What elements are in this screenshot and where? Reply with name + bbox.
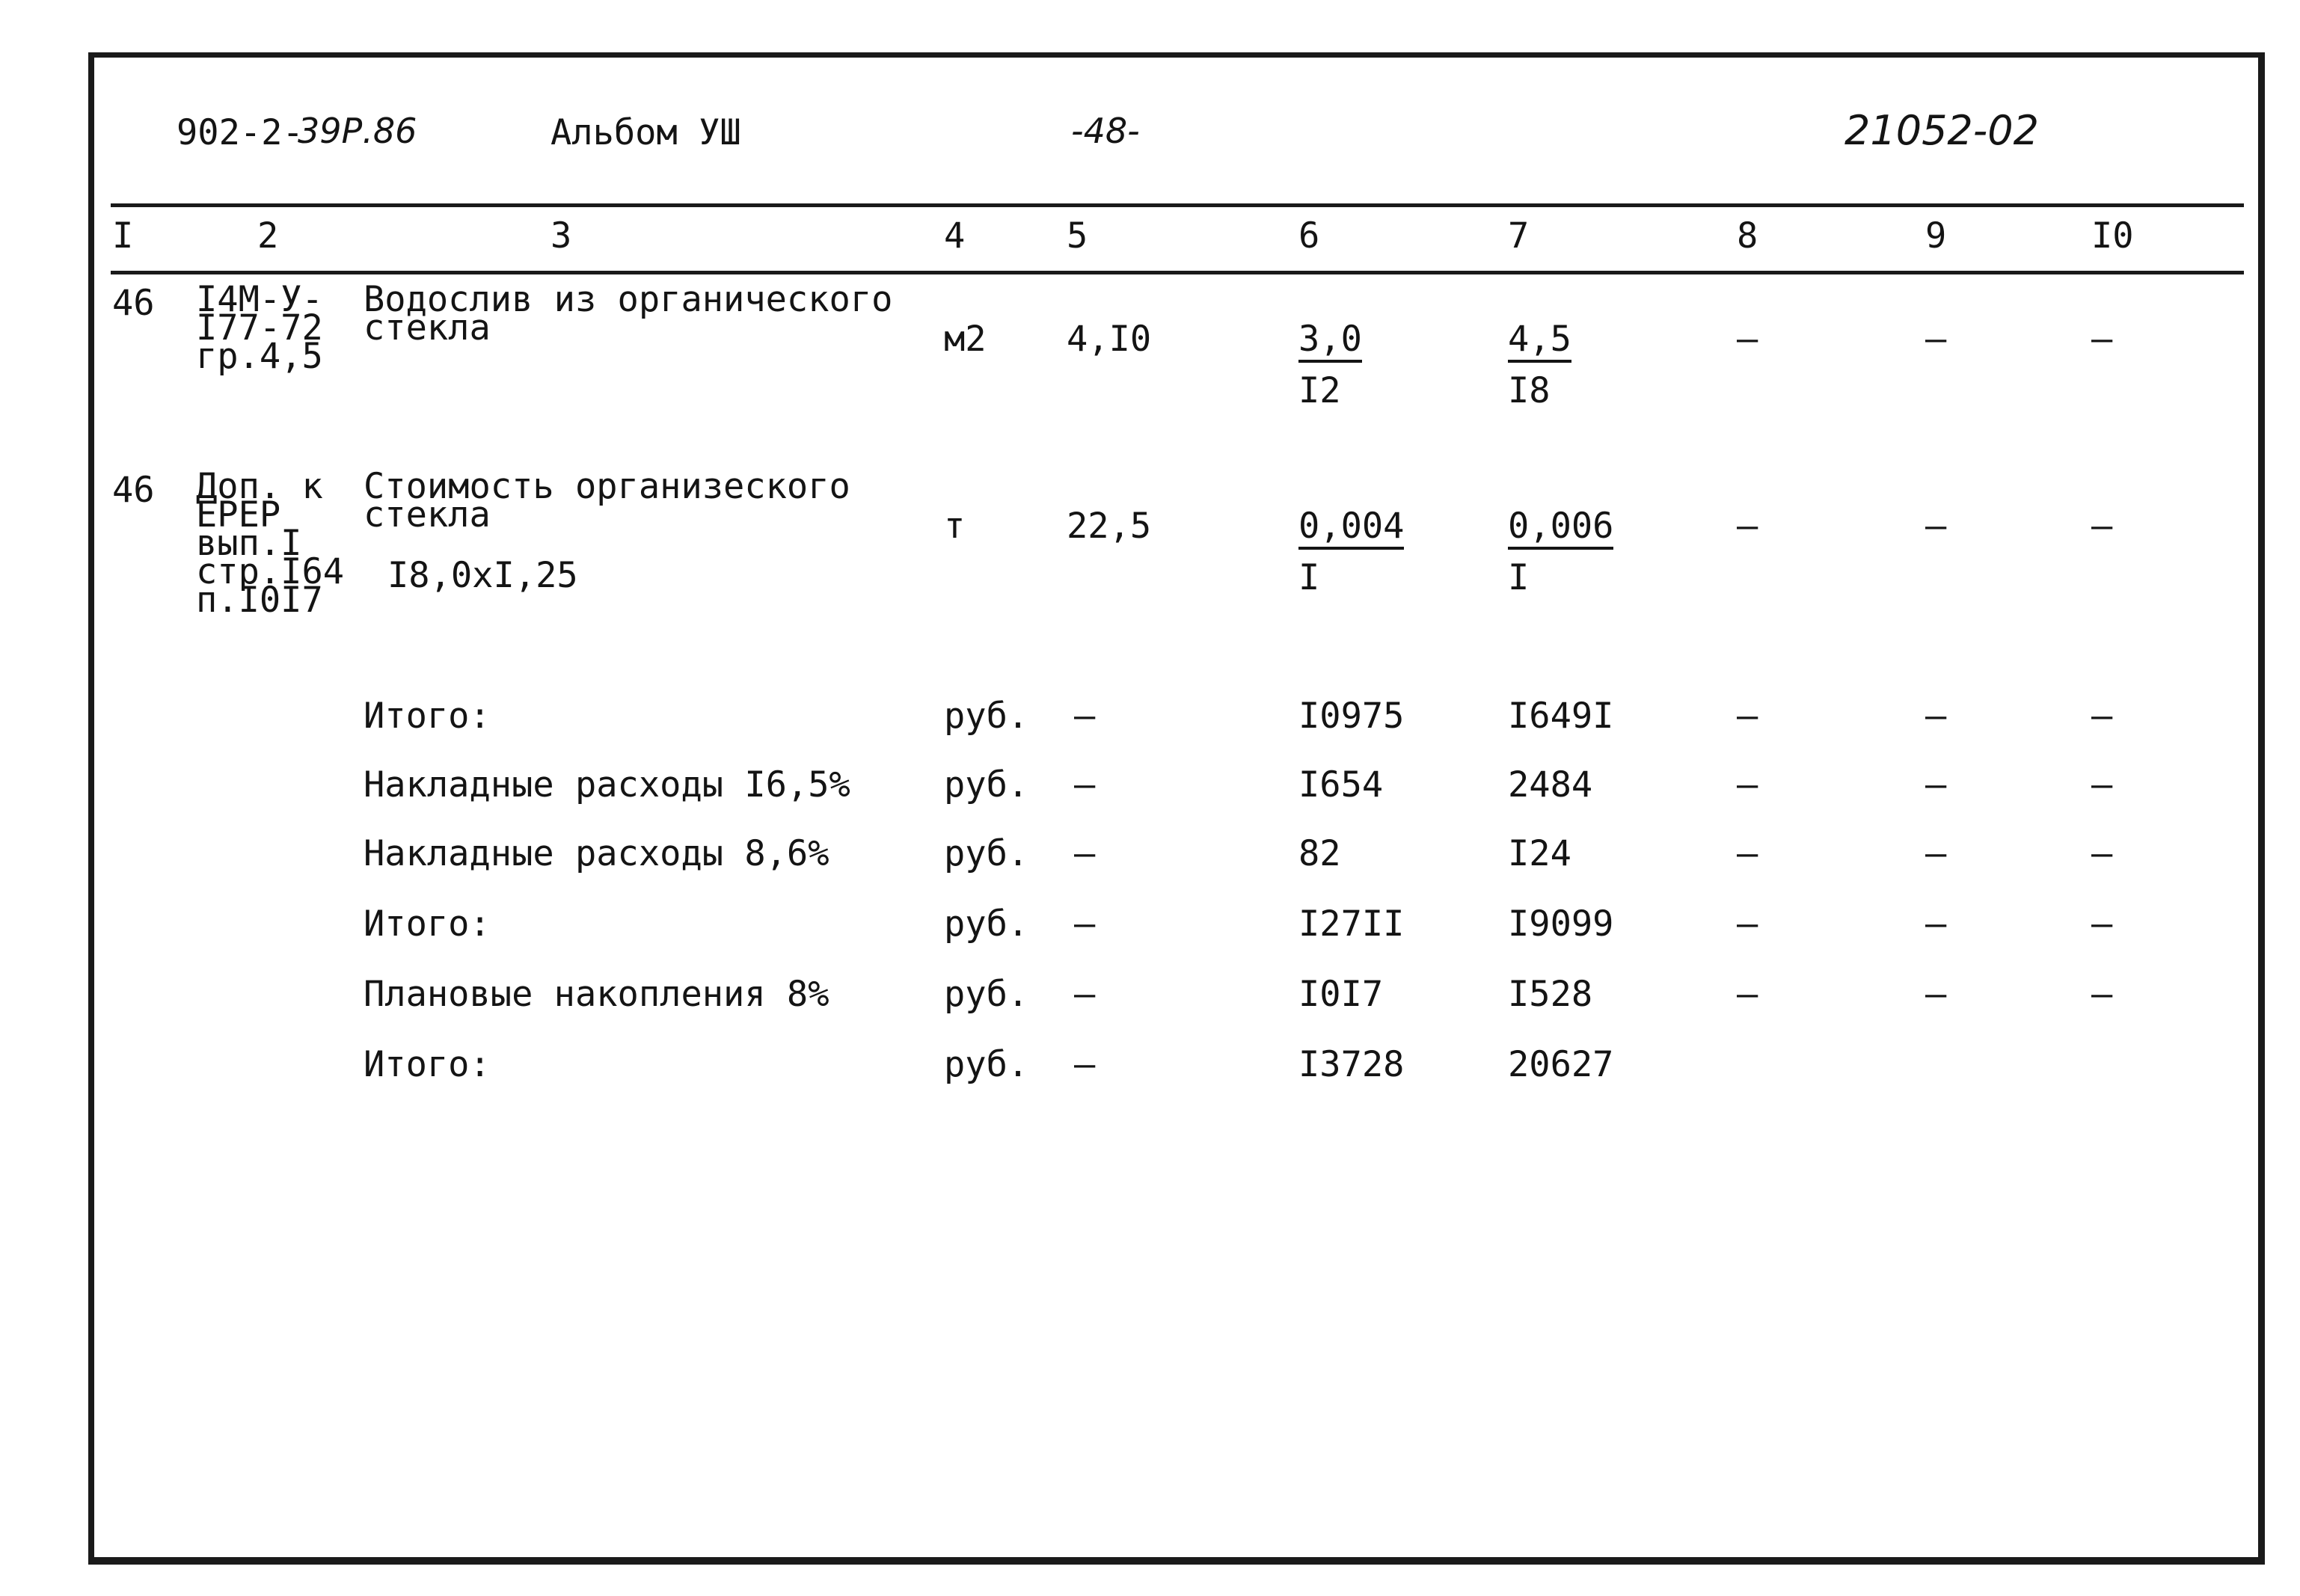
- album-label: Альбом УШ: [551, 112, 741, 153]
- row2-col10: –: [2091, 506, 2113, 547]
- summary-quantity: –: [1074, 974, 1096, 1015]
- row2-col8: –: [1737, 506, 1758, 547]
- summary-col8: –: [1737, 764, 1758, 805]
- col-header-10: I0: [2091, 215, 2134, 257]
- summary-quantity: –: [1074, 696, 1096, 737]
- row2-quantity: 22,5: [1067, 506, 1152, 547]
- summary-unit: руб.: [944, 833, 1029, 874]
- summary-col6: I654: [1298, 764, 1384, 805]
- summary-label: Накладные расходы 8,6%: [364, 833, 829, 874]
- summary-col7: I9099: [1508, 903, 1614, 945]
- page-number: -48-: [1071, 111, 1140, 151]
- header-top-rule: [111, 203, 2244, 207]
- doc-code-prefix: 902-2-: [177, 112, 304, 153]
- summary-col10: –: [2091, 974, 2113, 1015]
- row2-unit: т: [944, 506, 966, 547]
- summary-unit: руб.: [944, 903, 1029, 945]
- summary-quantity: –: [1074, 1044, 1096, 1085]
- row2-calculation: I8,0хI,25: [387, 555, 578, 596]
- summary-col7: I528: [1508, 974, 1593, 1015]
- col-header-7: 7: [1508, 215, 1530, 257]
- row2-col6-bottom: I: [1298, 557, 1320, 598]
- summary-unit: руб.: [944, 1044, 1029, 1085]
- summary-quantity: –: [1074, 903, 1096, 945]
- doc-number: 21052-02: [1844, 107, 2039, 154]
- col-header-3: 3: [551, 215, 572, 257]
- header-bottom-rule: [111, 271, 2244, 274]
- summary-col10: –: [2091, 903, 2113, 945]
- summary-label: Накладные расходы I6,5%: [364, 764, 850, 805]
- summary-col7: 20627: [1508, 1044, 1614, 1085]
- summary-col9: –: [1925, 833, 1947, 874]
- row1-col8: –: [1737, 319, 1758, 360]
- row1-name: Водослив из органического стекла: [364, 279, 893, 349]
- summary-col6: 82: [1298, 833, 1341, 874]
- summary-col9: –: [1925, 974, 1947, 1015]
- row1-col6-top: 3,0: [1298, 322, 1362, 363]
- summary-col6: I0975: [1298, 696, 1405, 737]
- summary-col9: –: [1925, 764, 1947, 805]
- row1-col7-fraction: [1508, 319, 1571, 411]
- col-header-6: 6: [1298, 215, 1320, 257]
- summary-unit: руб.: [944, 696, 1029, 737]
- row2-col7-bottom: I: [1508, 557, 1530, 598]
- doc-code-suffix: 39Р.86: [298, 111, 417, 151]
- summary-col7: 2484: [1508, 764, 1593, 805]
- row1-quantity: 4,I0: [1067, 319, 1152, 360]
- row1-reference: I4M-У- I77-72 гр.4,5: [196, 279, 323, 377]
- summary-unit: руб.: [944, 974, 1029, 1015]
- summary-col6: I3728: [1298, 1044, 1405, 1085]
- row2-col6-fraction: [1298, 506, 1405, 598]
- row1-number: 46: [112, 283, 155, 324]
- row1-col10: –: [2091, 319, 2113, 360]
- summary-col6: I0I7: [1298, 974, 1384, 1015]
- summary-unit: руб.: [944, 764, 1029, 805]
- summary-col10: –: [2091, 696, 2113, 737]
- summary-quantity: –: [1074, 764, 1096, 805]
- summary-col10: –: [2091, 764, 2113, 805]
- row2-number: 46: [112, 470, 155, 511]
- row2-col7-fraction: [1508, 506, 1614, 598]
- summary-label: Итого:: [364, 696, 491, 737]
- summary-col6: I27II: [1298, 903, 1405, 945]
- row1-unit: м2: [944, 319, 987, 360]
- row2-name: Стоимость организеского стекла: [364, 466, 850, 535]
- row2-reference: Доп. к ЕРЕР вып.I стр.I64 п.I0I7: [196, 466, 345, 621]
- summary-col7: I649I: [1508, 696, 1614, 737]
- row2-col6-top: 0,004: [1298, 509, 1404, 550]
- summary-col9: –: [1925, 696, 1947, 737]
- col-header-5: 5: [1067, 215, 1088, 257]
- row2-col7-top: 0,006: [1508, 509, 1613, 550]
- summary-col9: –: [1925, 903, 1947, 945]
- row1-col7-top: 4,5: [1508, 322, 1571, 363]
- summary-col8: –: [1737, 833, 1758, 874]
- col-header-8: 8: [1737, 215, 1758, 257]
- summary-label: Итого:: [364, 1044, 491, 1085]
- summary-col8: –: [1737, 696, 1758, 737]
- summary-col7: I24: [1508, 833, 1571, 874]
- row1-col7-bottom: I8: [1508, 370, 1551, 411]
- summary-col8: –: [1737, 903, 1758, 945]
- row1-col6-bottom: I2: [1298, 370, 1341, 411]
- row1-col6-fraction: [1298, 319, 1362, 411]
- col-header-2: 2: [257, 215, 279, 257]
- summary-label: Итого:: [364, 903, 491, 945]
- col-header-4: 4: [944, 215, 966, 257]
- row2-col9: –: [1925, 506, 1947, 547]
- summary-label: Плановые накопления 8%: [364, 974, 829, 1015]
- summary-col8: –: [1737, 974, 1758, 1015]
- col-header-1: I: [112, 215, 134, 257]
- col-header-9: 9: [1925, 215, 1947, 257]
- summary-col10: –: [2091, 833, 2113, 874]
- summary-quantity: –: [1074, 833, 1096, 874]
- row1-col9: –: [1925, 319, 1947, 360]
